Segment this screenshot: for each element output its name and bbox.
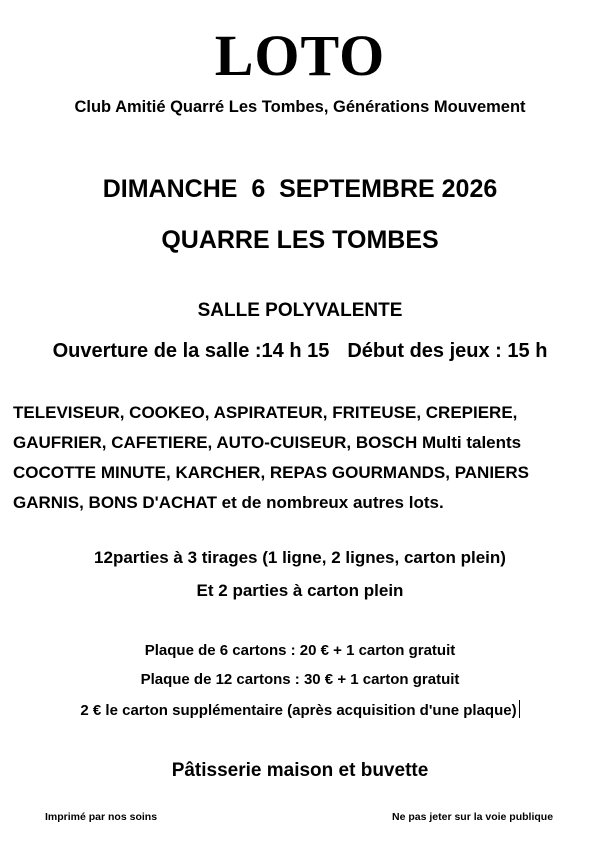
footer-litter-note: Ne pas jeter sur la voie publique bbox=[392, 811, 554, 823]
text-cursor bbox=[519, 700, 520, 718]
price-line: Plaque de 12 cartons : 30 € + 1 carton gratuit bbox=[140, 671, 460, 688]
poster-title: LOTO bbox=[214, 23, 386, 88]
start-time: Début des jeux : 15 h bbox=[347, 340, 548, 362]
prize-line: GAUFRIER, CAFETIERE, AUTO-CUISEUR, BOSCH Multi talents bbox=[13, 433, 522, 452]
event-date: DIMANCHE 6 SEPTEMBRE 2026 bbox=[102, 175, 498, 203]
organizer-subtitle: Club Amitié Quarré Les Tombes, Générations Mouvement bbox=[74, 98, 526, 116]
event-venue: SALLE POLYVALENTE bbox=[197, 300, 403, 321]
prize-line: GARNIS, BONS D'ACHAT et de nombreux autres lots. bbox=[13, 493, 444, 512]
footer-printed-note: Imprimé par nos soins bbox=[45, 811, 158, 823]
games-line: Et 2 parties à carton plein bbox=[196, 581, 404, 600]
prize-line: COCOTTE MINUTE, KARCHER, REPAS GOURMANDS, PANIERS bbox=[13, 463, 530, 482]
price-text: 2 € le carton supplémentaire (après acquisition d'une plaque) bbox=[80, 702, 517, 719]
price-line-extra bbox=[0, 700, 600, 719]
pastry-refreshments: Pâtisserie maison et buvette bbox=[171, 760, 429, 781]
prize-line: TELEVISEUR, COOKEO, ASPIRATEUR, FRITEUSE, CREPIERE, bbox=[13, 403, 518, 422]
event-hours bbox=[0, 340, 600, 363]
event-town: QUARRE LES TOMBES bbox=[161, 226, 439, 254]
games-line: 12parties à 3 tirages (1 ligne, 2 lignes, carton plein) bbox=[94, 548, 506, 567]
prize-list bbox=[13, 398, 598, 518]
opening-time: Ouverture de la salle :14 h 15 bbox=[52, 340, 330, 362]
price-line: Plaque de 6 cartons : 20 € + 1 carton gratuit bbox=[144, 642, 456, 659]
